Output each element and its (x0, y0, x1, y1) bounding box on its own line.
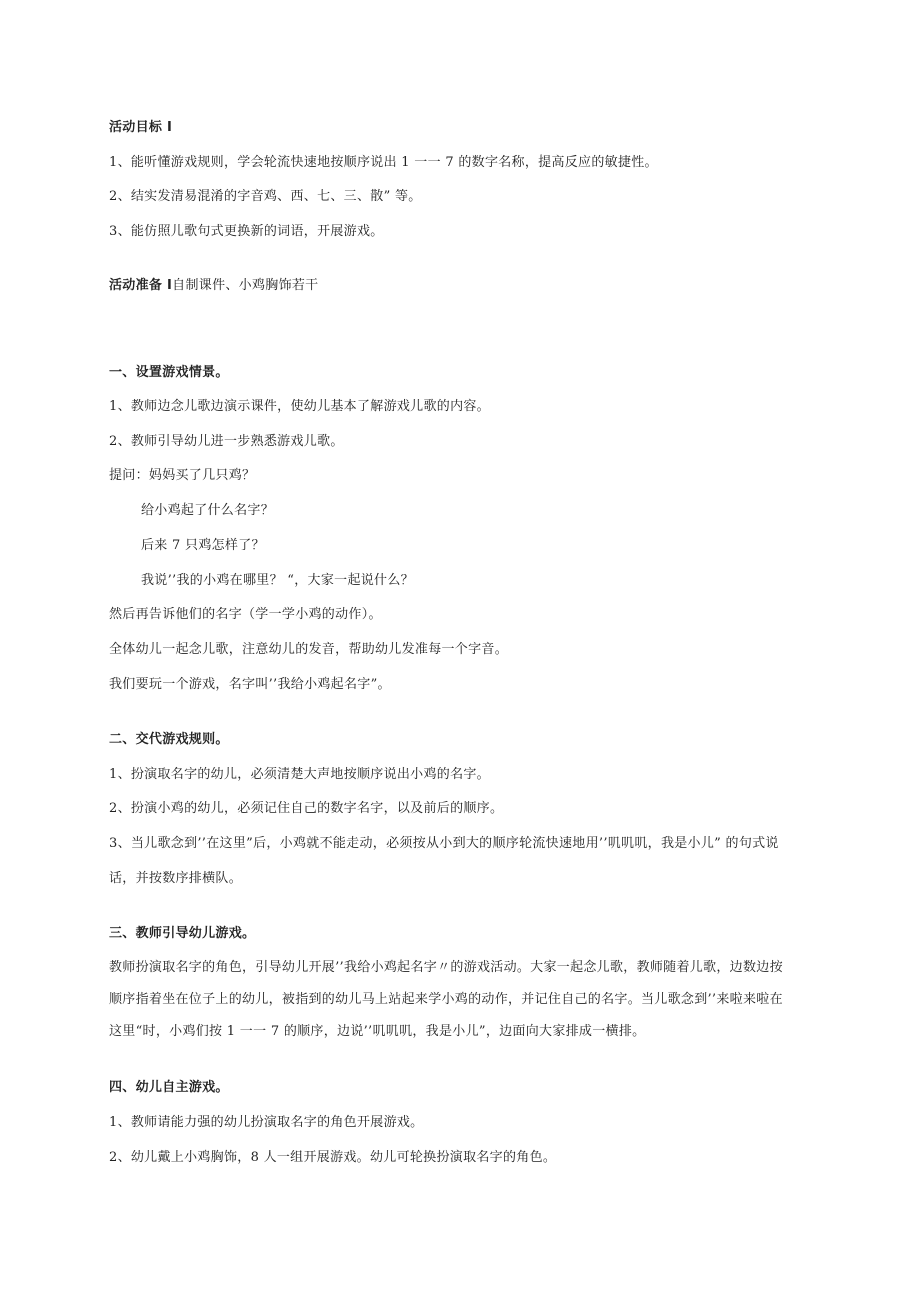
section1-after-2: 全体幼儿一起念儿歌，注意幼儿的发音，帮助幼儿发准每一个字音。 (109, 642, 509, 657)
section2-heading: 二、交代游戏规则。 (109, 732, 229, 747)
section3-line-2: 顺序指着坐在位子上的幼儿，被指到的幼儿马上站起来学小鸡的动作，并记住自己的名字。当儿歌念到’’来啦来啦在 (109, 992, 783, 1007)
section2-item-3-cont: 话，并按数序排横队。 (109, 871, 243, 886)
prep-text: 自制课件、小鸡胸饰若干 (172, 278, 319, 293)
section3-heading: 三、教师引导幼儿游戏。 (109, 926, 256, 941)
section2-item-2: 2、扮演小鸡的幼儿，必须记住自己的数字名字，以及前后的顺序。 (109, 801, 504, 816)
goal-item-2: 2、结实发清易混淆的字音鸡、西、七、三、散” 等。 (109, 189, 422, 204)
goals-heading: 活动目标 I (109, 120, 173, 135)
goal-item-3: 3、能仿照儿歌句式更换新的词语，开展游戏。 (109, 224, 384, 239)
section1-item-1: 1、教师边念儿歌边演示课件，使幼儿基本了解游戏儿歌的内容。 (109, 399, 490, 414)
goal-item-1: 1、能听懂游戏规则，学会轮流快速地按顺序说出 1 一一 7 的数字名称，提高反应的敏捷性。 (109, 155, 658, 170)
section2-item-1: 1、扮演取名字的幼儿，必须清楚大声地按顺序说出小鸡的名字。 (109, 767, 490, 782)
section1-item-2: 2、教师引导幼儿进一步熟悉游戏儿歌。 (109, 434, 344, 449)
section1-heading: 一、设置游戏情景。 (109, 365, 229, 380)
section3-line-3: 这里“时，小鸡们按 1 一一 7 的顺序，边说’’叽叽叽，我是小儿”，边面向大家排成一横排。 (109, 1024, 646, 1039)
section2-item-3: 3、当儿歌念到’’在这里”后，小鸡就不能走动，必须按从小到大的顺序轮流快速地用’’叽叽叽，我是小儿” 的句式说 (109, 836, 779, 851)
question-intro: 提问：妈妈买了几只鸡？ (109, 468, 256, 483)
prep-heading: 活动准备 I (109, 278, 173, 293)
question-1: 给小鸡起了什么名字？ (141, 503, 275, 518)
section4-item-1: 1、教师请能力强的幼儿扮演取名字的角色开展游戏。 (109, 1115, 424, 1130)
question-3: 我说’’我的小鸡在哪里？ “，大家一起说什么？ (141, 573, 414, 588)
section4-heading: 四、幼儿自主游戏。 (109, 1080, 229, 1095)
section3-line-1: 教师扮演取名字的角色，引导幼儿开展’’我给小鸡起名字〃的游戏活动。大家一起念儿歌，教师随着儿歌，边数边按 (109, 960, 783, 975)
prep-line (109, 277, 318, 295)
section4-item-2: 2、幼儿戴上小鸡胸饰，8 人一组开展游戏。幼儿可轮换扮演取名字的角色。 (109, 1150, 557, 1165)
section1-after-3: 我们要玩一个游戏，名字叫’’我给小鸡起名字”。 (109, 677, 391, 692)
section1-after-1: 然后再告诉他们的名字（学一学小鸡的动作）。 (109, 607, 382, 622)
question-2: 后来 7 只鸡怎样了？ (141, 538, 265, 553)
